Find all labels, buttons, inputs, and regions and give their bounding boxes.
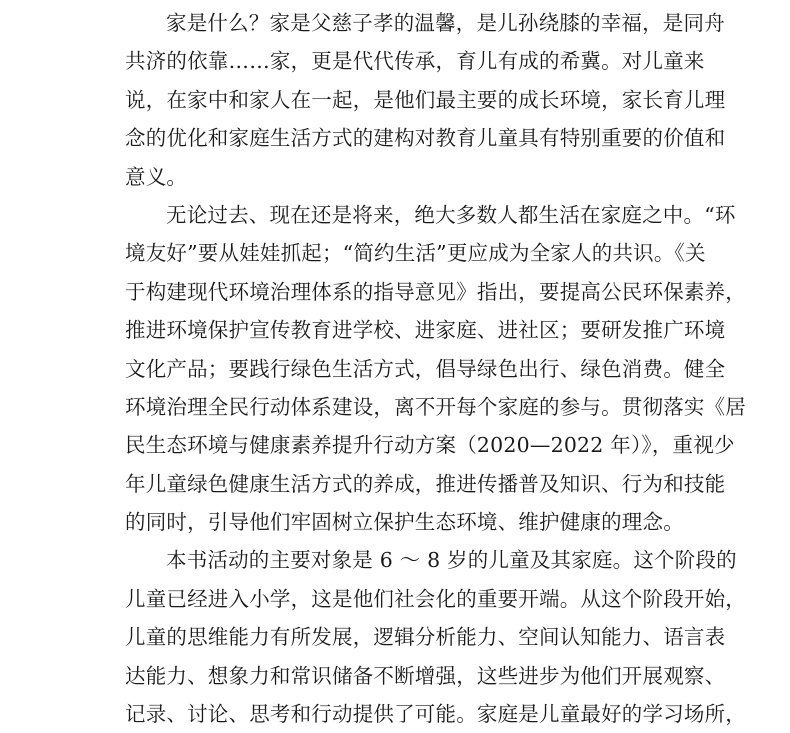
text-line: 意义。 bbox=[125, 164, 188, 189]
text-line: 文化产品；要践行绿色生活方式，倡导绿色出行、绿色消费。健全 bbox=[125, 356, 726, 381]
text-line: 的同时，引导他们牢固树立保护生态环境、维护健康的理念。 bbox=[125, 510, 684, 535]
text-line: 年儿童绿色健康生活方式的养成，推进传播普及知识、行为和技能 bbox=[125, 471, 726, 496]
text-line: 推进环境保护宣传教育进学校、进家庭、进社区；要研发推广环境 bbox=[125, 318, 726, 343]
text-line: 民生态环境与健康素养提升行动方案（2020—2022 年）》，重视少 bbox=[125, 433, 735, 458]
text-line: 儿童的思维能力有所发展，逻辑分析能力、空间认知能力、语言表 bbox=[125, 625, 726, 650]
document-page bbox=[125, 4, 746, 733]
text-line: 达能力、想象力和常识储备不断增强，这些进步为他们开展观察、 bbox=[125, 663, 726, 688]
paragraph-1 bbox=[125, 4, 726, 196]
paragraph-2 bbox=[125, 196, 746, 542]
text-line: 本书活动的主要对象是 6 ～ 8 岁的儿童及其家庭。这个阶段的 bbox=[166, 548, 737, 573]
text-line: 共济的依靠……家，更是代代传承，育儿有成的希冀。对儿童来 bbox=[125, 49, 705, 74]
text-line: 境友好”要从娃娃抓起；“简约生活”更应成为全家人的共识。《关 bbox=[125, 241, 706, 266]
paragraph-3 bbox=[125, 541, 746, 733]
text-line: 无论过去、现在还是将来，绝大多数人都生活在家庭之中。“环 bbox=[166, 202, 736, 227]
text-line: 说，在家中和家人在一起，是他们最主要的成长环境，家长育儿理 bbox=[125, 87, 726, 112]
text-line: 环境治理全民行动体系建设，离不开每个家庭的参与。贯彻落实《居 bbox=[125, 394, 746, 419]
text-line: 记录、讨论、思考和行动提供了可能。家庭是儿童最好的学习场所， bbox=[125, 702, 746, 727]
text-line: 念的优化和家庭生活方式的建构对教育儿童具有特别重要的价值和 bbox=[125, 126, 726, 151]
text-line: 儿童已经进入小学，这是他们社会化的重要开端。从这个阶段开始， bbox=[125, 586, 746, 611]
text-line: 于构建现代环境治理体系的指导意见》指出，要提高公民环保素养， bbox=[125, 279, 746, 304]
text-line: 家是什么？家是父慈子孝的温馨，是儿孙绕膝的幸福，是同舟 bbox=[166, 11, 725, 35]
